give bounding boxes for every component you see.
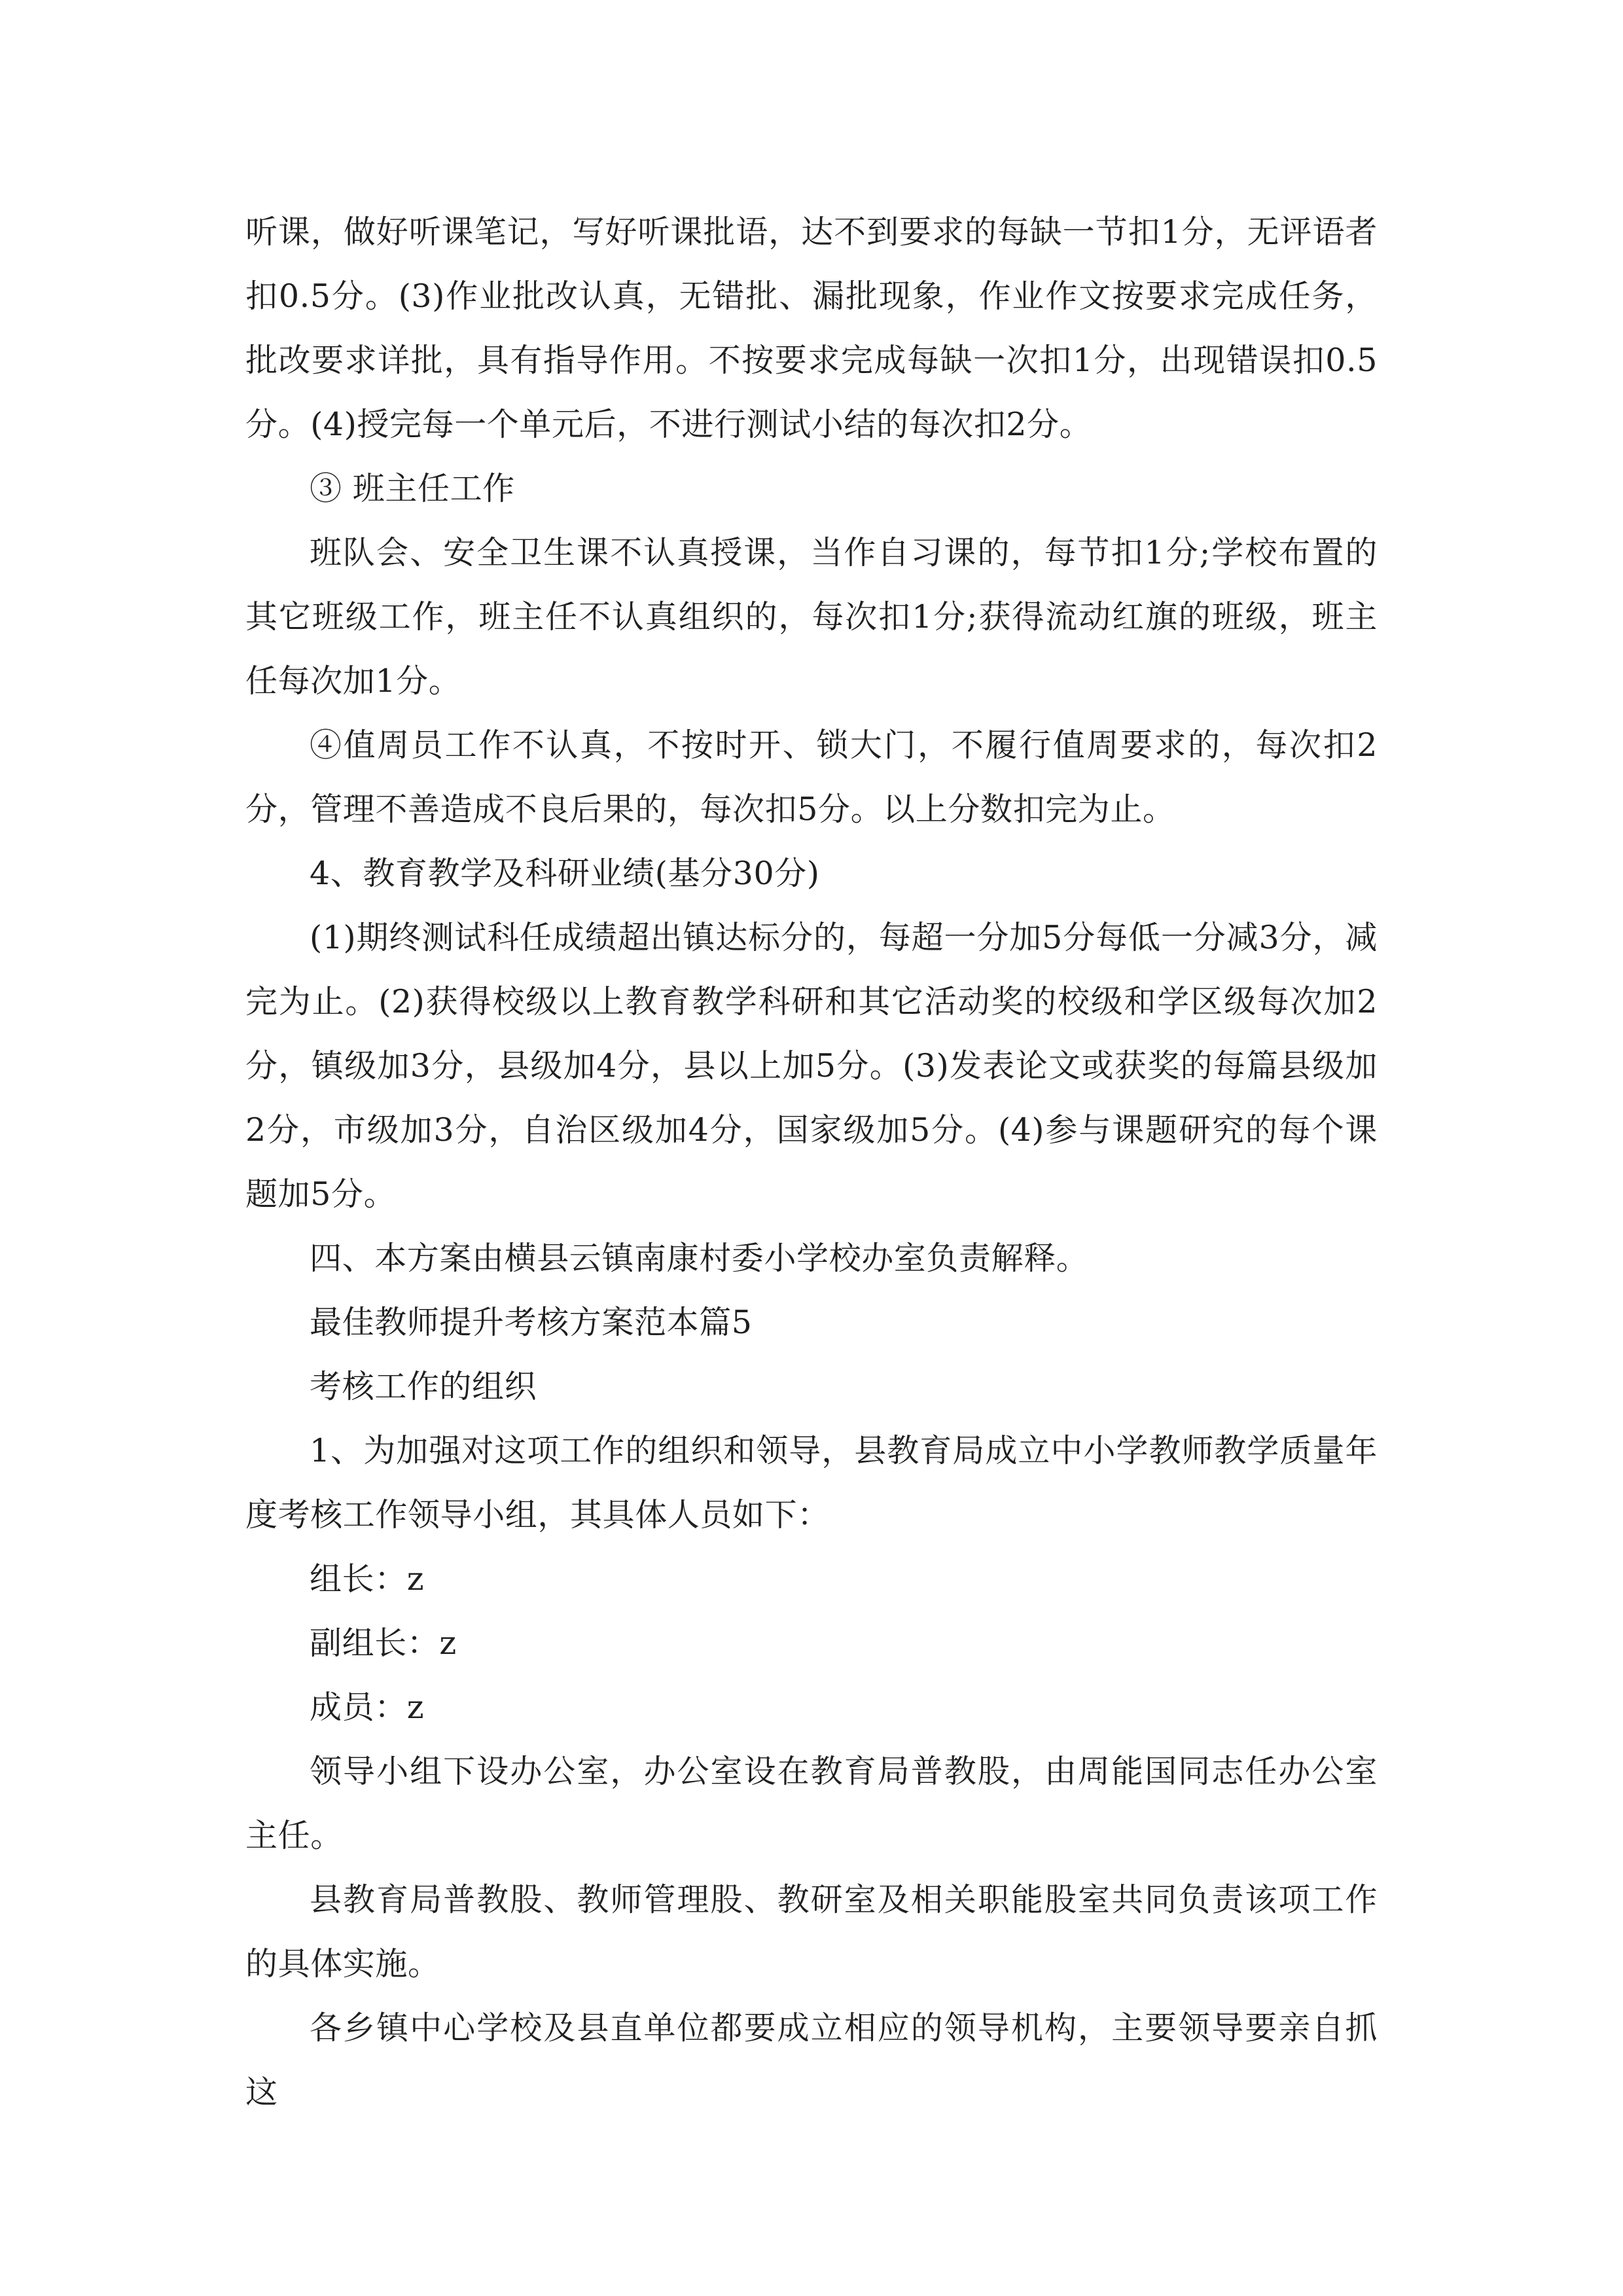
paragraph-teaching-research-scoring: (1)期终测试科任成绩超出镇达标分的，每超一分加5分每低一分减3分，减完为止。(2)获得校级以上教育教学科研和其它活动奖的校级和学区级每次加2分，镇级加3分，县级加4分，县以上加5分。(3)发表论文或获奖的每篇县级加2分，市级加3分，自治区级加4分，国家级加5分。(4)参与课题研究的每个课题加5分。 — [245, 919, 1378, 1213]
paragraph-leading-group: 1、为加强对这项工作的组织和领导，县教育局成立中小学教师教学质量年度考核工作领导小组，其具体人员如下： — [245, 1432, 1378, 1534]
paragraph-grading-lessons-homework: 听课，做好听课笔记，写好听课批语，达不到要求的每缺一节扣1分，无评语者扣0.5分。(3)作业批改认真，无错批、漏批现象，作业作文按要求完成任务，批改要求详批，具有指导作用。不按要求完成每缺一次扣1分，出现错误扣0.5分。(4)授完每一个单元后，不进行测试小结的每次扣2分。 — [245, 213, 1378, 443]
paragraph-office: 领导小组下设办公室，办公室设在教育局普教股，由周能国同志任办公室主任。 — [245, 1753, 1378, 1854]
paragraph-township-schools: 各乡镇中心学校及县直单位都要成立相应的领导机构，主要领导要亲自抓这 — [245, 2009, 1378, 2111]
line-members: 成员：z — [310, 1689, 425, 1726]
line-deputy-leader: 副组长：z — [310, 1624, 457, 1662]
paragraph-class-teacher-work: 班队会、安全卫生课不认真授课，当作自习课的，每节扣1分;学校布置的其它班级工作，班主任不认真组织的，每次扣1分;获得流动红旗的班级，班主任每次加1分。 — [245, 534, 1378, 700]
paragraph-interpretation-clause: 四、本方案由横县云镇南康村委小学校办室负责解释。 — [310, 1240, 1089, 1277]
heading-assessment-organization: 考核工作的组织 — [310, 1368, 537, 1405]
heading-teaching-research-performance: 4、教育教学及科研业绩(基分30分) — [310, 855, 820, 892]
paragraph-duty-staff: ④值周员工作不认真，不按时开、锁大门，不履行值周要求的，每次扣2分，管理不善造成不良后果的，每次扣5分。以上分数扣完为止。 — [245, 726, 1378, 828]
section-title-plan-5: 最佳教师提升考核方案范本篇5 — [310, 1304, 753, 1341]
line-group-leader: 组长：z — [310, 1560, 425, 1598]
heading-class-teacher-work: ③ 班主任工作 — [310, 470, 515, 507]
document-body — [245, 200, 1378, 2125]
paragraph-implementation: 县教育局普教股、教师管理股、教研室及相关职能股室共同负责该项工作的具体实施。 — [245, 1881, 1378, 1982]
